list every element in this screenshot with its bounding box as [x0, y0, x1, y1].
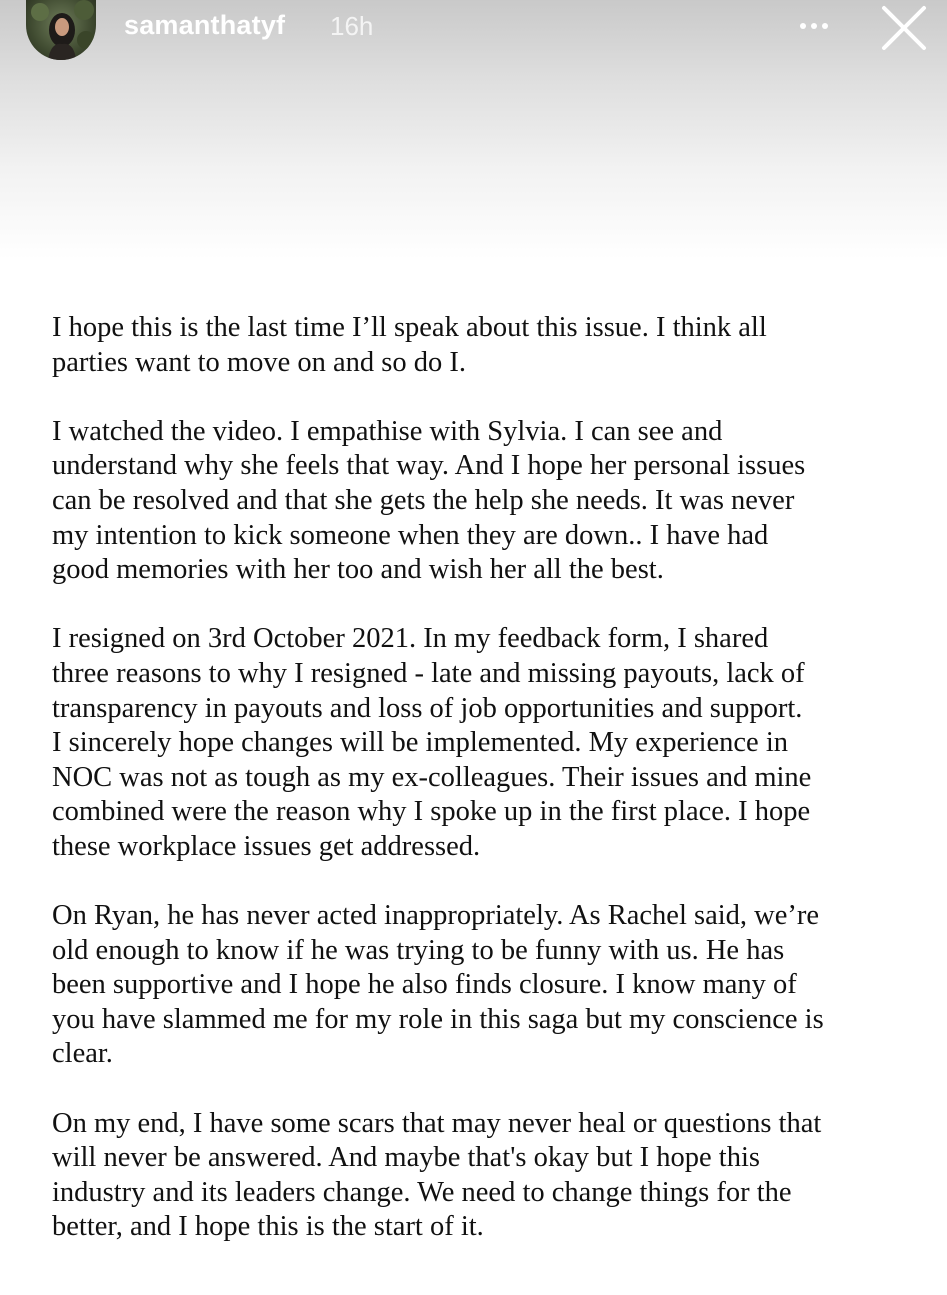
profile-photo-icon	[26, 0, 96, 60]
more-dot	[822, 23, 828, 29]
post-time: 16h	[330, 11, 374, 41]
username[interactable]: samanthatyf	[124, 10, 286, 40]
paragraph: I hope this is the last time I’ll speak about this issue. I think all parties want to move on and so do I.	[52, 312, 767, 378]
paragraph: On my end, I have some scars that may never heal or questions that will never be answered. And maybe that's okay but I hope this industry and its leaders change. We need to change things for the better, and I hope this is the start of it.	[52, 1107, 822, 1243]
close-icon	[876, 2, 932, 54]
more-dot	[811, 23, 817, 29]
story-text	[52, 311, 922, 1280]
avatar[interactable]	[26, 0, 96, 60]
more-options-button[interactable]	[790, 6, 838, 46]
paragraph: I resigned on 3rd October 2021. In my feedback form, I shared three reasons to why I resigned - late and missing payouts, lack of transparency in payouts and loss of job opportunities and support. I sincerely hope changes will be implemented. My experience in NOC was not as tough as my ex-colleagues. Their issues and mine combined were the reason why I spoke up in the first place. I hope these workplace issues get addressed.	[52, 623, 812, 862]
paragraph: I watched the video. I empathise with Sylvia. I can see and understand why she feels that way. And I hope her personal issues can be resolved and that she gets the help she needs. It was never my intention to kick someone when they are down.. I have had good memories with her too and wish her all the best.	[52, 415, 806, 586]
close-button[interactable]	[876, 2, 932, 54]
paragraph: On Ryan, he has never acted inappropriately. As Rachel said, we’re old enough to know if he was trying to be funny with us. He has been supportive and I hope he also finds closure. I know many of you have slammed me for my role in this saga but my conscience is clear.	[52, 900, 824, 1070]
story-header	[0, 0, 947, 60]
more-horizontal-icon	[800, 23, 806, 29]
